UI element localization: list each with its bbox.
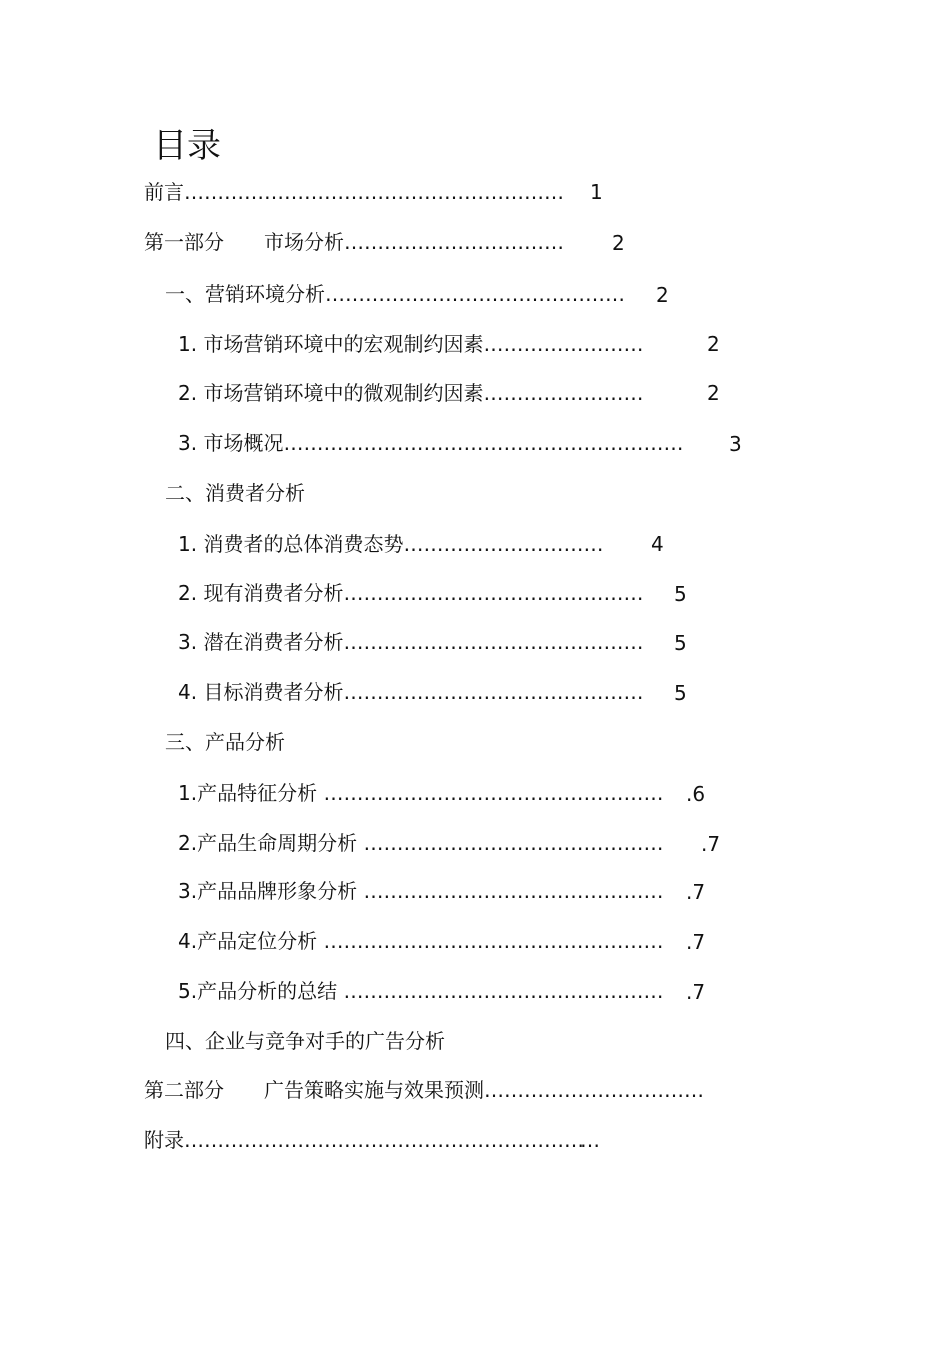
toc-entry-3-4 xyxy=(178,927,663,955)
toc-entry-label: 2. 市场营销环境中的微观制约因素 xyxy=(178,381,484,405)
toc-page-number: .6 xyxy=(686,782,706,806)
toc-entry-label: 1. 消费者的总体消费态势 xyxy=(178,532,404,556)
toc-leader-dots: …………………………………………… xyxy=(323,929,664,953)
toc-entry-3-5 xyxy=(178,977,663,1005)
toc-page-number: .7 xyxy=(686,930,706,954)
toc-entry-label: 3. 市场概况 xyxy=(178,431,284,455)
toc-leader-dots: ……………………………………… xyxy=(343,581,644,605)
toc-leader-dots: …………………………… xyxy=(344,230,564,254)
toc-leader-dots: …………………… xyxy=(483,381,644,405)
toc-page-number: .7 xyxy=(701,832,721,856)
toc-entry-1-2 xyxy=(178,379,643,407)
toc-leader-dots: ……………………………………… xyxy=(343,680,644,704)
toc-entry-1-3 xyxy=(178,429,683,457)
toc-entry-label: 3. 潜在消费者分析 xyxy=(178,630,344,654)
toc-entry-label: 四、企业与竞争对手的广告分析 xyxy=(165,1029,445,1053)
toc-entry-section-2 xyxy=(165,479,305,507)
toc-entry-part-one xyxy=(144,228,564,256)
toc-title: 目录 xyxy=(153,126,221,166)
toc-leader-dots: ……………………………………… xyxy=(363,879,664,903)
toc-entry-label: 第一部分 市场分析 xyxy=(144,230,344,254)
toc-page-number: 2 xyxy=(656,283,669,307)
toc-entry-label: 附录 xyxy=(144,1128,184,1152)
toc-leader-dots: ………………………………………… xyxy=(343,979,664,1003)
toc-entry-3-2 xyxy=(178,829,663,857)
toc-entry-2-1 xyxy=(178,530,603,558)
toc-page-number: 2 xyxy=(612,231,625,255)
toc-page-number: 5 xyxy=(674,582,687,606)
toc-entry-3-1 xyxy=(178,779,663,807)
toc-entry-label: 第二部分 广告策略实施与效果预测 xyxy=(144,1078,484,1102)
toc-page-number: 5 xyxy=(674,631,687,655)
toc-entry-2-3 xyxy=(178,628,643,656)
toc-entry-label: 1.产品特征分析 xyxy=(178,781,324,805)
toc-page-number: 2 xyxy=(707,332,720,356)
toc-entry-appendix xyxy=(144,1126,584,1154)
toc-leader-dots: …………………………………………… xyxy=(323,781,664,805)
toc-entry-label: 5.产品分析的总结 xyxy=(178,979,344,1003)
toc-leader-dots: …………………………………………………… xyxy=(283,431,684,455)
toc-leader-dots: …………………………… xyxy=(484,1078,704,1102)
toc-leader-dots: …………………… xyxy=(483,332,644,356)
toc-page-number: 2 xyxy=(707,381,720,405)
toc-entry-2-4 xyxy=(178,678,643,706)
toc-page-number: .7 xyxy=(686,980,706,1004)
toc-page-number: .7 xyxy=(686,880,706,904)
toc-entry-section-1 xyxy=(165,280,625,308)
toc-entry-label: 1. 市场营销环境中的宏观制约因素 xyxy=(178,332,484,356)
toc-entry-1-1 xyxy=(178,330,643,358)
toc-leader-dots: ……………………………………… xyxy=(363,831,664,855)
toc-entry-part-two xyxy=(144,1076,704,1104)
toc-page-number: 4 xyxy=(651,532,664,556)
toc-leader-dots: …………………………………………………… xyxy=(184,1128,584,1152)
toc-leader-dots: ………………………… xyxy=(403,532,604,556)
toc-entry-label: 3.产品品牌形象分析 xyxy=(178,879,364,903)
toc-leader-dots: ………………………………………………… xyxy=(184,180,564,204)
toc-entry-label: 前言 xyxy=(144,180,184,204)
toc-entry-label: 三、产品分析 xyxy=(165,730,285,754)
toc-entry-section-3 xyxy=(165,728,285,756)
toc-entry-label: 2. 现有消费者分析 xyxy=(178,581,344,605)
toc-entry-label: 4. 目标消费者分析 xyxy=(178,680,344,704)
toc-page-number: 3 xyxy=(729,432,742,456)
toc-page-number: 1 xyxy=(590,180,603,204)
toc-page-number: … xyxy=(580,1128,600,1152)
toc-entry-preface xyxy=(144,178,564,206)
toc-leader-dots: ……………………………………… xyxy=(343,630,644,654)
toc-entry-3-3 xyxy=(178,877,663,905)
toc-entry-label: 一、营销环境分析 xyxy=(165,282,325,306)
toc-entry-label: 2.产品生命周期分析 xyxy=(178,831,364,855)
toc-entry-2-2 xyxy=(178,579,643,607)
toc-leader-dots: ……………………………………… xyxy=(325,282,625,306)
toc-entry-label: 4.产品定位分析 xyxy=(178,929,324,953)
toc-entry-label: 二、消费者分析 xyxy=(165,481,305,505)
toc-entry-section-4 xyxy=(165,1027,445,1055)
toc-page-number: 5 xyxy=(674,681,687,705)
